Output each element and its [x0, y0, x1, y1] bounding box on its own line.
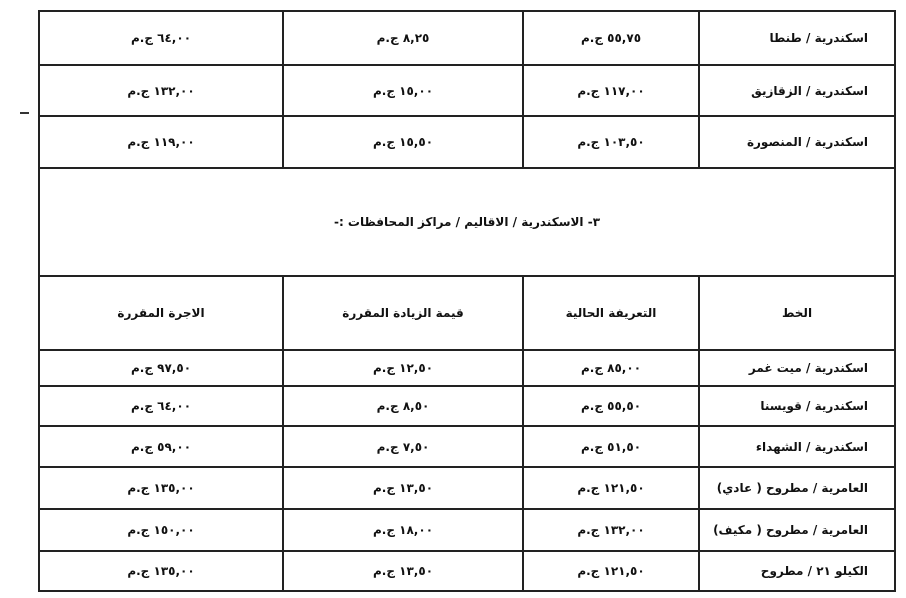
route-cell: اسكندرية / الشهداء: [699, 426, 895, 467]
increase-cell: ٧,٥٠ ج.م: [283, 426, 523, 467]
route-cell: اسكندرية / قويسنا: [699, 386, 895, 426]
increase-cell: ١٥,٠٠ ج.م: [283, 65, 523, 116]
current-fare-cell: ١٢١,٥٠ ج.م: [523, 467, 699, 509]
current-fare-cell: ٨٥,٠٠ ج.م: [523, 350, 699, 386]
table-row: [39, 386, 895, 426]
table-row: [39, 426, 895, 467]
current-fare-cell: ١٣٢,٠٠ ج.م: [523, 509, 699, 551]
increase-cell: ١٣,٥٠ ج.م: [283, 467, 523, 509]
table-row: [39, 116, 895, 168]
header-new-fare: الاجرة المقررة: [39, 276, 283, 350]
section-row: [39, 168, 895, 276]
route-cell: اسكندرية / ميت غمر: [699, 350, 895, 386]
new-fare-cell: ٩٧,٥٠ ج.م: [39, 350, 283, 386]
new-fare-cell: ١١٩,٠٠ ج.م: [39, 116, 283, 168]
new-fare-cell: ١٣٢,٠٠ ج.م: [39, 65, 283, 116]
new-fare-cell: ١٣٥,٠٠ ج.م: [39, 467, 283, 509]
section-title: ٣- الاسكندرية / الاقاليم / مراكز المحافظات :-: [39, 168, 895, 276]
header-increase: قيمة الزيادة المقررة: [283, 276, 523, 350]
new-fare-cell: ٥٩,٠٠ ج.م: [39, 426, 283, 467]
increase-cell: ٨,٥٠ ج.م: [283, 386, 523, 426]
new-fare-cell: ١٣٥,٠٠ ج.م: [39, 551, 283, 591]
new-fare-cell: ٦٤,٠٠ ج.م: [39, 386, 283, 426]
current-fare-cell: ١٠٣,٥٠ ج.م: [523, 116, 699, 168]
current-fare-cell: ٥٥,٥٠ ج.م: [523, 386, 699, 426]
route-cell: اسكندرية / طنطا: [699, 11, 895, 65]
increase-cell: ١٣,٥٠ ج.م: [283, 551, 523, 591]
table-row: [39, 65, 895, 116]
table-row: [39, 551, 895, 591]
fare-table: [38, 10, 896, 592]
table-row: [39, 467, 895, 509]
route-cell: العامرية / مطروح ( عادي): [699, 467, 895, 509]
table-row: [39, 509, 895, 551]
new-fare-cell: ٦٤,٠٠ ج.م: [39, 11, 283, 65]
header-row: [39, 276, 895, 350]
current-fare-cell: ٥٥,٧٥ ج.م: [523, 11, 699, 65]
increase-cell: ٨,٢٥ ج.م: [283, 11, 523, 65]
margin-mark: [20, 112, 29, 114]
table-row: [39, 11, 895, 65]
route-cell: اسكندرية / الزقازيق: [699, 65, 895, 116]
current-fare-cell: ١٢١,٥٠ ج.م: [523, 551, 699, 591]
increase-cell: ١٨,٠٠ ج.م: [283, 509, 523, 551]
table-row: [39, 350, 895, 386]
route-cell: اسكندرية / المنصورة: [699, 116, 895, 168]
route-cell: العامرية / مطروح ( مكيف): [699, 509, 895, 551]
increase-cell: ١٢,٥٠ ج.م: [283, 350, 523, 386]
increase-cell: ١٥,٥٠ ج.م: [283, 116, 523, 168]
current-fare-cell: ١١٧,٠٠ ج.م: [523, 65, 699, 116]
header-route: الخط: [699, 276, 895, 350]
new-fare-cell: ١٥٠,٠٠ ج.م: [39, 509, 283, 551]
current-fare-cell: ٥١,٥٠ ج.م: [523, 426, 699, 467]
header-current-fare: التعريفة الحالية: [523, 276, 699, 350]
route-cell: الكيلو ٢١ / مطروح: [699, 551, 895, 591]
